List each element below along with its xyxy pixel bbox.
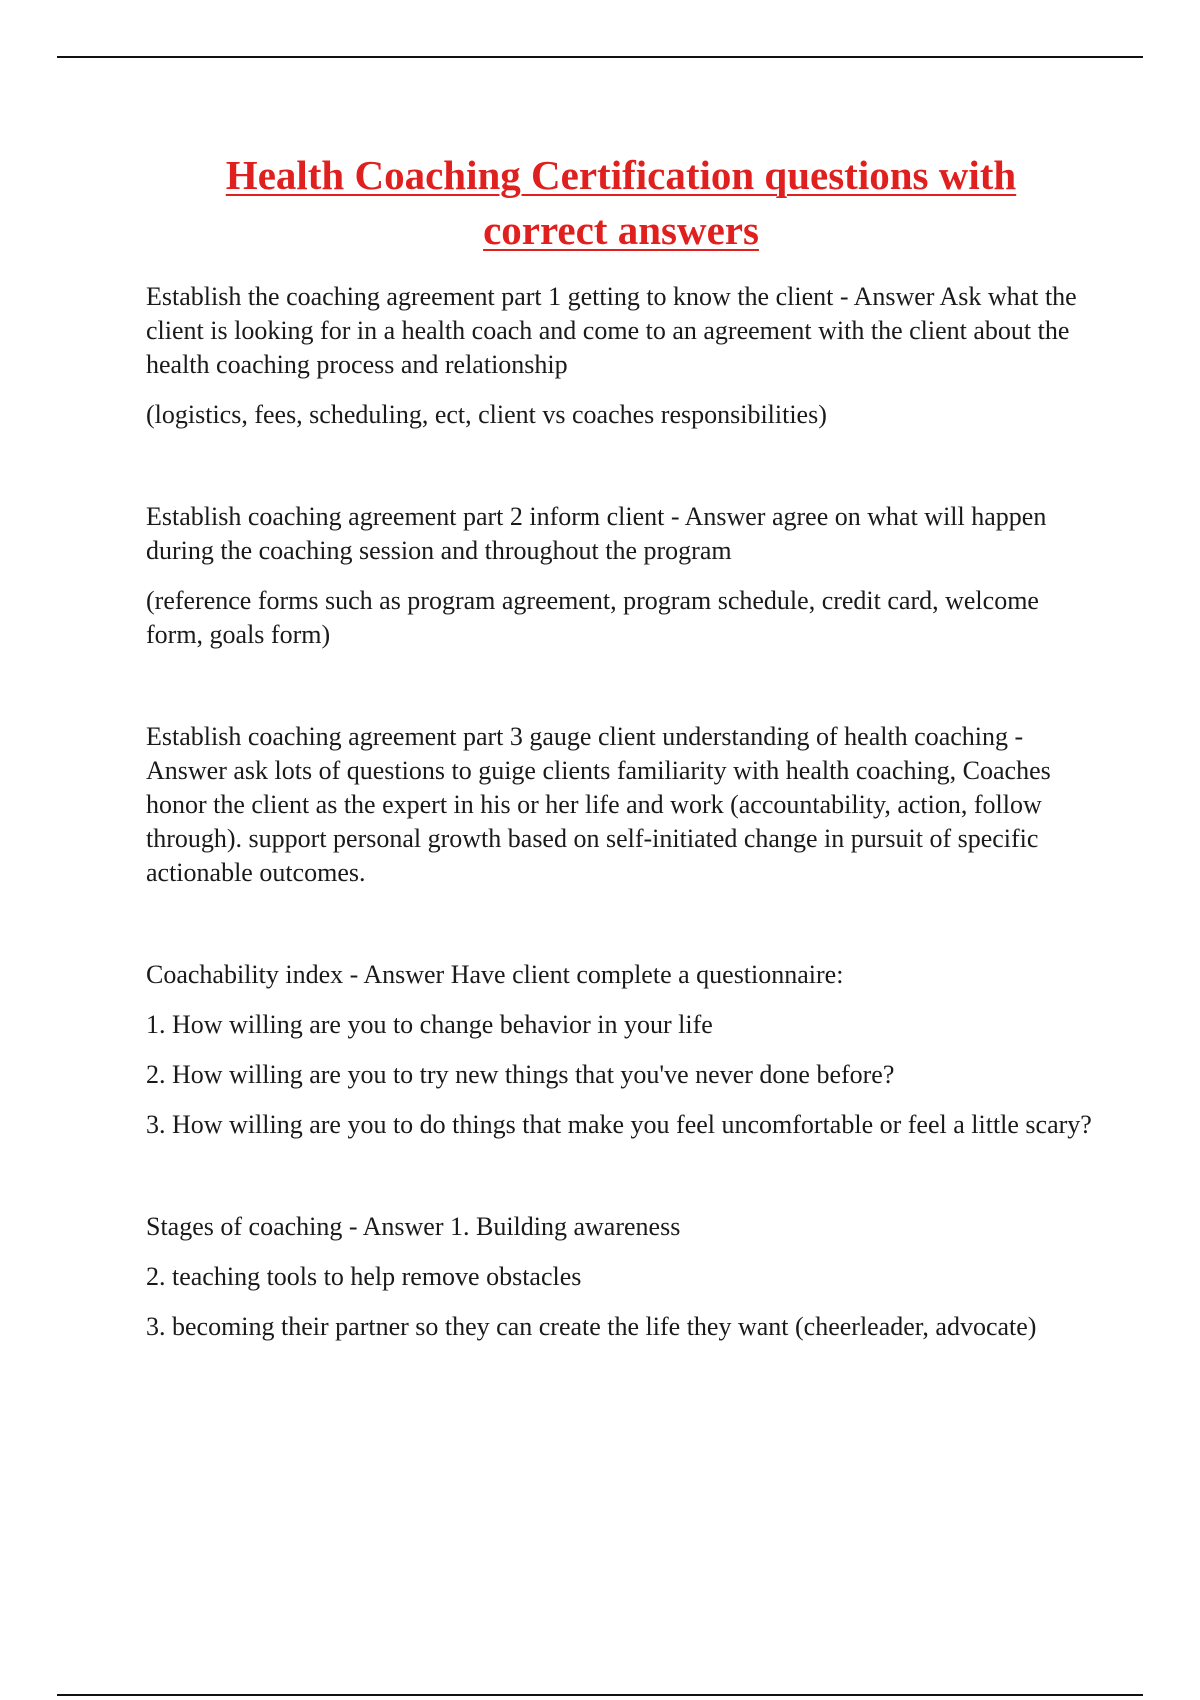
qa-entry-agreement-part-2 [146,500,1096,652]
qa-paragraph: Coachability index - Answer Have client complete a questionnaire: [146,960,844,989]
qa-list-item: 2. How willing are you to try new things that you've never done before? [146,1060,895,1089]
title-line-2: correct answers [483,207,759,253]
qa-entry-agreement-part-1 [146,280,1096,432]
qa-list-item: 2. teaching tools to help remove obstacles [146,1262,582,1291]
qa-list-item: 3. becoming their partner so they can create the life they want (cheerleader, advocate) [146,1312,1037,1341]
top-rule [57,56,1143,58]
qa-list-item: 1. How willing are you to change behavior in your life [146,1010,713,1039]
qa-paragraph: Stages of coaching - Answer 1. Building awareness [146,1212,681,1241]
qa-paragraph: Establish coaching agreement part 3 gauge client understanding of health coaching - Answer ask lots of questions to guige clients familiarity with health coaching, Coaches honor the client as the expert in his or her life and work (accountability, action, follow through). support personal growth based on self-initiated change in pursuit of specific actionable outcomes. [146,722,1051,887]
document-body [146,148,1096,1344]
qa-paragraph: (logistics, fees, scheduling, ect, client vs coaches responsibilities) [146,400,827,429]
qa-paragraph: Establish coaching agreement part 2 inform client - Answer agree on what will happen during the coaching session and throughout the program [146,502,1047,565]
qa-entry-coachability-index [146,958,1096,1142]
title-line-1: Health Coaching Certification questions with [225,152,1017,198]
qa-paragraph: Establish the coaching agreement part 1 getting to know the client - Answer Ask what the client is looking for in a health coach and come to an agreement with the client about the health coaching process and relationship [146,282,1077,379]
qa-list-item: 3. How willing are you to do things that make you feel uncomfortable or feel a little scary? [146,1110,1092,1139]
qa-paragraph: (reference forms such as program agreement, program schedule, credit card, welcome form, goals form) [146,586,1039,649]
qa-entry-agreement-part-3 [146,720,1096,890]
bottom-rule [57,1694,1143,1696]
qa-entry-stages-of-coaching [146,1210,1096,1344]
document-title [146,148,1096,258]
